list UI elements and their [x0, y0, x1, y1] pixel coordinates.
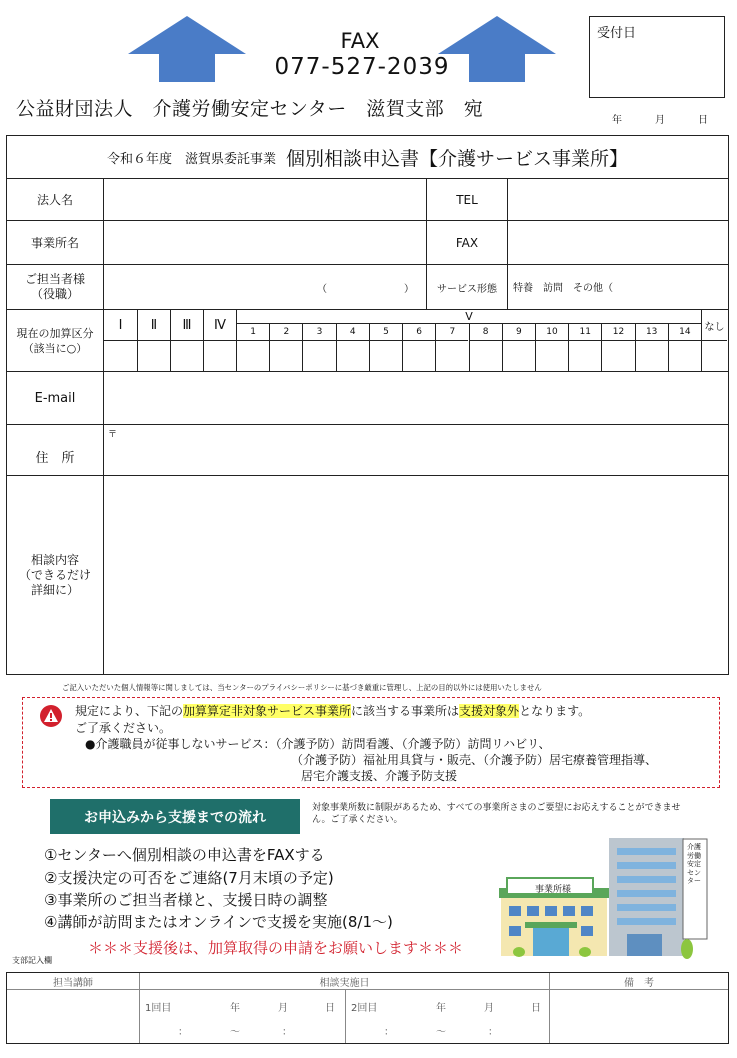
grade-v-2-checkbox[interactable]: [269, 341, 302, 372]
warning-icon: [40, 705, 62, 727]
grade-1-checkbox[interactable]: [104, 341, 137, 372]
flow-closing: ＊＊＊支援後は、加算取得の申請をお願いします＊＊＊: [88, 939, 464, 957]
grade-v-10-checkbox[interactable]: [535, 341, 568, 372]
grade-v-11-checkbox[interactable]: [568, 341, 601, 372]
grade-grid: [103, 310, 728, 372]
second-tilde: ～: [436, 1027, 446, 1038]
branch-section-label: 支部記入欄: [12, 956, 52, 965]
first-day: 日: [325, 1003, 335, 1014]
first-tilde: ～: [230, 1027, 240, 1038]
addressee: 公益財団法人 介護労働安定センター 滋賀支部 宛: [16, 98, 484, 120]
first-colon-2: ：: [282, 1027, 292, 1038]
received-date-box[interactable]: [589, 16, 725, 98]
left-arrow-icon: [128, 16, 246, 82]
grade-v-6-label: 6: [402, 324, 435, 341]
fax-field[interactable]: [507, 221, 728, 265]
second-colon-1: ：: [384, 1027, 394, 1038]
grade-v-8-label: 8: [469, 324, 502, 341]
flow-note: 対象事業所数に制限があるため、すべての事業所さまのご要望にお応えすることができません。ご了承ください。: [312, 803, 681, 825]
email-field[interactable]: [103, 372, 728, 425]
fax-field-label: FAX: [426, 221, 507, 265]
corp-name-field[interactable]: [103, 179, 426, 221]
instructor-field[interactable]: [7, 990, 139, 1043]
first-session-field[interactable]: [139, 990, 345, 1043]
notice-line3: ●介護職員が従事しないサービス：（介護予防）訪問看護、（介護予防）訪問リハビリ、: [85, 737, 551, 751]
branch-table: [6, 972, 729, 1044]
grade-v-label: Ⅴ: [236, 310, 701, 324]
grade-v-14-label: 14: [668, 324, 701, 341]
fax-number: 077-527-2039: [274, 54, 450, 80]
email-label: E-mail: [7, 372, 103, 425]
fax-label: FAX: [340, 29, 380, 53]
tel-label: TEL: [426, 179, 507, 221]
postal-mark: 〒: [108, 430, 118, 440]
form-title: [7, 136, 728, 179]
contact-label: [7, 265, 103, 310]
grade-none-checkbox[interactable]: [701, 341, 727, 372]
notice-line2: ご了承ください。: [75, 721, 172, 735]
notice-line5: 居宅介護支援、介護予防支援: [301, 769, 458, 783]
grade-label: [7, 310, 103, 372]
grade-v-5-checkbox[interactable]: [369, 341, 402, 372]
notice-line1-a: 規定により、下記の: [75, 704, 184, 718]
grade-3-label: Ⅲ: [170, 310, 203, 341]
first-month: 月: [278, 1003, 288, 1014]
first-year: 年: [230, 1003, 240, 1014]
grade-4-checkbox[interactable]: [203, 341, 236, 372]
contact-field[interactable]: [103, 265, 426, 310]
grade-label-2: （該当に○）: [22, 341, 88, 355]
flow-step-1: ①センターへ個別相談の申込書をFAXする: [44, 846, 325, 864]
grade-v-13-label: 13: [635, 324, 668, 341]
col-instructor: 担当講師: [7, 973, 139, 990]
flow-step-4: ④講師が訪問またはオンラインで支援を実施(8/1～): [44, 913, 393, 931]
notice-line1-c: となります。: [519, 704, 591, 718]
office-sign: 事業所様: [534, 885, 571, 895]
grade-v-14-checkbox[interactable]: [668, 341, 701, 372]
grade-v-12-checkbox[interactable]: [601, 341, 634, 372]
grade-v-4-checkbox[interactable]: [336, 341, 369, 372]
second-year: 年: [436, 1003, 446, 1014]
consult-label: [7, 476, 103, 674]
notice-line1: [75, 704, 590, 719]
grade-v-9-label: 9: [502, 324, 535, 341]
grade-v-3-checkbox[interactable]: [302, 341, 335, 372]
second-colon-2: ：: [488, 1027, 498, 1038]
form-title-prefix: 令和６年度 滋賀県委託事業: [106, 151, 276, 167]
date-year: 年: [612, 115, 622, 126]
service-type-options: 特養 訪問 その他（: [513, 283, 613, 294]
notice-line4: （介護予防）福祉用具貸与・販売、（介護予防）居宅療養管理指導、: [291, 753, 658, 767]
notice-line1-b: に該当する事業所は: [351, 704, 460, 718]
form-title-main: 個別相談申込書【介護サービス事業所】: [286, 147, 629, 170]
tel-field[interactable]: [507, 179, 728, 221]
center-sign: 介護労働安定センター: [687, 843, 701, 886]
grade-v-10-label: 10: [535, 324, 568, 341]
grade-v-12-label: 12: [601, 324, 634, 341]
grade-4-label: Ⅳ: [203, 310, 236, 341]
grade-v-4-label: 4: [336, 324, 369, 341]
grade-v-3-label: 3: [302, 324, 335, 341]
second-month: 月: [484, 1003, 494, 1014]
grade-v-6-checkbox[interactable]: [402, 341, 435, 372]
office-name-label: 事業所名: [7, 221, 103, 265]
service-type-field[interactable]: [507, 265, 728, 310]
grade-v-13-checkbox[interactable]: [635, 341, 668, 372]
grade-3-checkbox[interactable]: [170, 341, 203, 372]
second-label: 2回目: [351, 1003, 378, 1014]
grade-none-label: なし: [701, 310, 727, 341]
privacy-note: ご記入いただいた個人情報等に関しましては、当センターのプライバシーポリシーに基づき厳重に管理し、上記の目的以外には使用いたしません: [62, 683, 542, 692]
flow-step-3: ③事業所のご担当者様と、支援日時の調整: [44, 891, 328, 909]
grade-v-8-checkbox[interactable]: [469, 341, 502, 372]
contact-label-2: （役職）: [30, 287, 79, 301]
notice-highlight-1: 加算算定非対象サービス事業所: [183, 704, 352, 718]
grade-2-checkbox[interactable]: [137, 341, 170, 372]
consult-label-3: 詳細に）: [30, 582, 79, 597]
flow-step-2: ②支援決定の可否をご連絡(7月末頃の予定): [44, 869, 334, 887]
grade-v-7-checkbox[interactable]: [435, 341, 468, 372]
second-session-field[interactable]: [345, 990, 549, 1043]
paren-open: （: [317, 284, 327, 295]
first-colon-1: ：: [178, 1027, 188, 1038]
first-label: 1回目: [145, 1003, 172, 1014]
remarks-field[interactable]: [549, 990, 728, 1043]
office-name-field[interactable]: [103, 221, 426, 265]
address-label: 住 所: [7, 425, 103, 476]
notice-highlight-2: 支援対象外: [459, 704, 520, 718]
grade-2-label: Ⅱ: [137, 310, 170, 341]
date-month: 月: [655, 115, 665, 126]
flow-heading: お申込みから支援までの流れ: [50, 799, 300, 834]
col-remarks: 備 考: [549, 973, 728, 990]
consult-label-1: 相談内容: [30, 552, 79, 567]
date-day: 日: [698, 115, 708, 126]
grade-label-1: 現在の加算区分: [16, 326, 94, 340]
received-label: 受付日: [597, 26, 637, 41]
grade-v-5-label: 5: [369, 324, 402, 341]
application-form: [6, 135, 729, 675]
grade-v-11-label: 11: [568, 324, 601, 341]
service-type-label: サービス形態: [426, 265, 507, 310]
contact-label-1: ご担当者様: [24, 272, 85, 286]
consult-label-2: （できるだけ: [18, 567, 91, 582]
consult-field[interactable]: [103, 476, 728, 674]
second-day: 日: [531, 1003, 541, 1014]
address-field[interactable]: [103, 425, 728, 476]
corp-name-label: 法人名: [7, 179, 103, 221]
grade-v-9-checkbox[interactable]: [502, 341, 535, 372]
col-date: 相談実施日: [139, 973, 549, 990]
grade-v-1-checkbox[interactable]: [236, 341, 269, 372]
notice-box: [22, 697, 720, 788]
grade-v-1-label: 1: [236, 324, 269, 341]
grade-v-7-label: 7: [435, 324, 468, 341]
paren-close: ）: [404, 284, 414, 295]
grade-1-label: Ⅰ: [104, 310, 137, 341]
grade-v-2-label: 2: [269, 324, 302, 341]
